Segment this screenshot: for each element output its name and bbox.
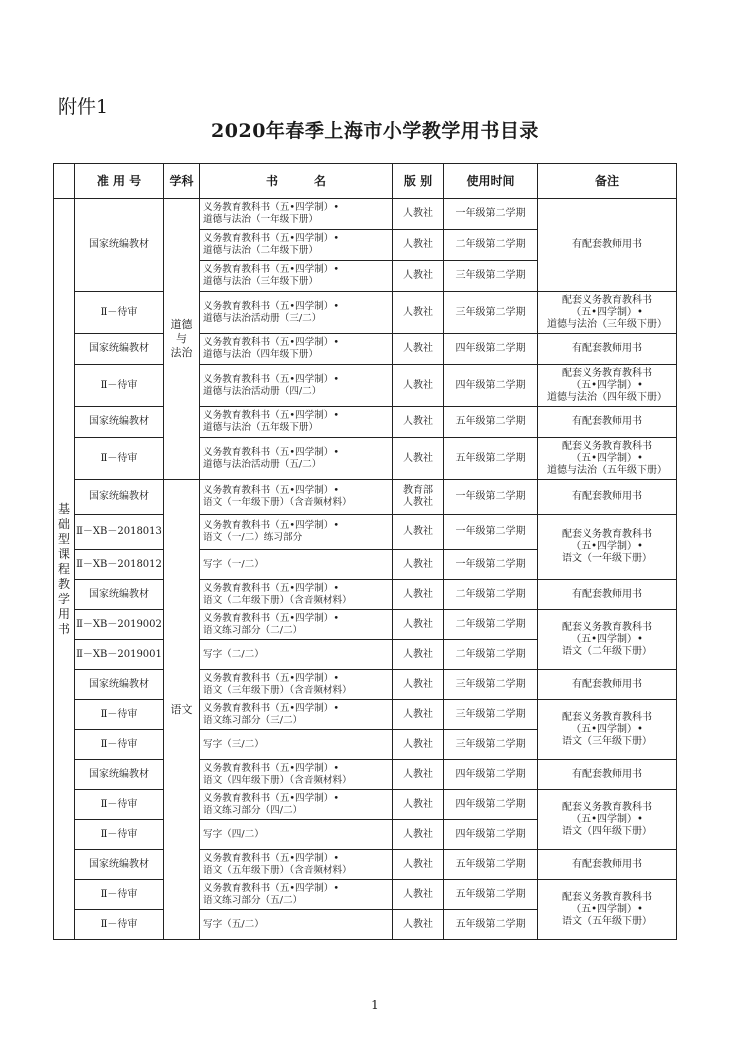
code-cell: Ⅱ－待审 bbox=[75, 790, 164, 820]
book-name-cell: 义务教育教科书（五•四学制）• 道德与法治活动册（五/二） bbox=[200, 438, 393, 480]
usage-time-cell: 三年级第二学期 bbox=[444, 261, 538, 292]
attachment-label: 附件1 bbox=[58, 96, 109, 118]
book-name-cell: 写字（二/二） bbox=[200, 640, 393, 670]
book-name-cell: 义务教育教科书（五•四学制）• 道德与法治（一年级下册） bbox=[200, 199, 393, 230]
table-row bbox=[54, 334, 677, 365]
book-name-cell: 义务教育教科书（五•四学制）• 语文练习部分（二/二） bbox=[200, 610, 393, 640]
usage-time-cell: 五年级第二学期 bbox=[444, 438, 538, 480]
usage-time-cell: 一年级第二学期 bbox=[444, 480, 538, 515]
usage-time-cell: 五年级第二学期 bbox=[444, 407, 538, 438]
catalog-table bbox=[53, 163, 677, 940]
publisher-cell: 人教社 bbox=[393, 700, 444, 730]
usage-time-cell: 五年级第二学期 bbox=[444, 850, 538, 880]
header-book-name: 书 名 bbox=[200, 164, 393, 199]
table-row bbox=[54, 199, 677, 230]
code-cell: 国家统编教材 bbox=[75, 670, 164, 700]
publisher-cell: 人教社 bbox=[393, 407, 444, 438]
table-header-row bbox=[54, 164, 677, 199]
header-time: 使用时间 bbox=[444, 164, 538, 199]
code-cell: 国家统编教材 bbox=[75, 480, 164, 515]
publisher-cell: 人教社 bbox=[393, 199, 444, 230]
table-row bbox=[54, 760, 677, 790]
header-blank bbox=[54, 164, 75, 199]
code-cell: 国家统编教材 bbox=[75, 850, 164, 880]
table-row bbox=[54, 407, 677, 438]
book-name-cell: 写字（三/二） bbox=[200, 730, 393, 760]
page-title: 2020年春季上海市小学教学用书目录 bbox=[211, 120, 539, 142]
note-cell: 配套义务教育教科书 （五•四学制）• 语文（三年级下册） bbox=[538, 700, 677, 760]
book-name-cell: 写字（五/二） bbox=[200, 910, 393, 940]
code-cell: Ⅱ－待审 bbox=[75, 820, 164, 850]
publisher-cell: 人教社 bbox=[393, 365, 444, 407]
subject-cell: 道德 与 法治 bbox=[164, 199, 200, 480]
table-row bbox=[54, 292, 677, 334]
publisher-cell: 人教社 bbox=[393, 640, 444, 670]
code-cell: 国家统编教材 bbox=[75, 407, 164, 438]
book-name-cell: 义务教育教科书（五•四学制）• 语文练习部分（五/二） bbox=[200, 880, 393, 910]
publisher-cell: 人教社 bbox=[393, 610, 444, 640]
publisher-cell: 人教社 bbox=[393, 438, 444, 480]
note-cell: 有配套教师用书 bbox=[538, 760, 677, 790]
usage-time-cell: 四年级第二学期 bbox=[444, 334, 538, 365]
book-name-cell: 义务教育教科书（五•四学制）• 语文练习部分（四/二） bbox=[200, 790, 393, 820]
table-row bbox=[54, 790, 677, 820]
table-row bbox=[54, 670, 677, 700]
subject-cell: 语文 bbox=[164, 480, 200, 940]
usage-time-cell: 二年级第二学期 bbox=[444, 580, 538, 610]
code-cell: 国家统编教材 bbox=[75, 760, 164, 790]
book-name-cell: 写字（四/二） bbox=[200, 820, 393, 850]
note-cell: 有配套教师用书 bbox=[538, 850, 677, 880]
code-cell: Ⅱ－待审 bbox=[75, 438, 164, 480]
usage-time-cell: 三年级第二学期 bbox=[444, 730, 538, 760]
usage-time-cell: 二年级第二学期 bbox=[444, 230, 538, 261]
publisher-cell: 人教社 bbox=[393, 515, 444, 550]
usage-time-cell: 四年级第二学期 bbox=[444, 760, 538, 790]
publisher-cell: 人教社 bbox=[393, 334, 444, 365]
header-code: 准 用 号 bbox=[75, 164, 164, 199]
code-cell: Ⅱ－待审 bbox=[75, 880, 164, 910]
usage-time-cell: 四年级第二学期 bbox=[444, 820, 538, 850]
code-cell: Ⅱ－待审 bbox=[75, 700, 164, 730]
note-cell: 配套义务教育教科书 （五•四学制）• 道德与法治（四年级下册） bbox=[538, 365, 677, 407]
usage-time-cell: 三年级第二学期 bbox=[444, 292, 538, 334]
publisher-cell: 人教社 bbox=[393, 850, 444, 880]
usage-time-cell: 一年级第二学期 bbox=[444, 199, 538, 230]
code-cell: Ⅱ－XB－2018013 bbox=[75, 515, 164, 550]
code-cell: Ⅱ－待审 bbox=[75, 365, 164, 407]
page-number: 1 bbox=[371, 998, 379, 1012]
code-cell: 国家统编教材 bbox=[75, 334, 164, 365]
book-name-cell: 义务教育教科书（五•四学制）• 语文（五年级下册）（含音频材料） bbox=[200, 850, 393, 880]
table-row bbox=[54, 365, 677, 407]
table-row bbox=[54, 580, 677, 610]
publisher-cell: 人教社 bbox=[393, 880, 444, 910]
book-name-cell: 义务教育教科书（五•四学制）• 语文（一年级下册）（含音频材料） bbox=[200, 480, 393, 515]
book-name-cell: 义务教育教科书（五•四学制）• 道德与法治活动册（三/二） bbox=[200, 292, 393, 334]
publisher-cell: 人教社 bbox=[393, 670, 444, 700]
code-cell: Ⅱ－XB－2019001 bbox=[75, 640, 164, 670]
book-name-cell: 义务教育教科书（五•四学制）• 语文（四年级下册）（含音频材料） bbox=[200, 760, 393, 790]
table-row bbox=[54, 480, 677, 515]
note-cell: 配套义务教育教科书 （五•四学制）• 道德与法治（五年级下册） bbox=[538, 438, 677, 480]
book-name-cell: 义务教育教科书（五•四学制）• 道德与法治（二年级下册） bbox=[200, 230, 393, 261]
code-cell: Ⅱ－待审 bbox=[75, 910, 164, 940]
header-publisher: 版 别 bbox=[393, 164, 444, 199]
table-row bbox=[54, 610, 677, 640]
table-row bbox=[54, 700, 677, 730]
note-cell: 有配套教师用书 bbox=[538, 480, 677, 515]
publisher-cell: 人教社 bbox=[393, 292, 444, 334]
note-cell: 有配套教师用书 bbox=[538, 199, 677, 292]
note-cell: 配套义务教育教科书 （五•四学制）• 道德与法治（三年级下册） bbox=[538, 292, 677, 334]
publisher-cell: 人教社 bbox=[393, 730, 444, 760]
book-name-cell: 义务教育教科书（五•四学制）• 道德与法治（五年级下册） bbox=[200, 407, 393, 438]
publisher-cell: 教育部 人教社 bbox=[393, 480, 444, 515]
category-label: 基础型课程教学用书 bbox=[57, 501, 70, 636]
note-cell: 有配套教师用书 bbox=[538, 407, 677, 438]
code-cell: Ⅱ－待审 bbox=[75, 730, 164, 760]
publisher-cell: 人教社 bbox=[393, 760, 444, 790]
note-cell: 有配套教师用书 bbox=[538, 670, 677, 700]
usage-time-cell: 五年级第二学期 bbox=[444, 880, 538, 910]
book-name-cell: 义务教育教科书（五•四学制）• 道德与法治（四年级下册） bbox=[200, 334, 393, 365]
usage-time-cell: 四年级第二学期 bbox=[444, 790, 538, 820]
publisher-cell: 人教社 bbox=[393, 261, 444, 292]
note-cell: 配套义务教育教科书 （五•四学制）• 语文（五年级下册） bbox=[538, 880, 677, 940]
note-cell: 有配套教师用书 bbox=[538, 334, 677, 365]
usage-time-cell: 三年级第二学期 bbox=[444, 670, 538, 700]
header-subject: 学科 bbox=[164, 164, 200, 199]
publisher-cell: 人教社 bbox=[393, 820, 444, 850]
note-cell: 配套义务教育教科书 （五•四学制）• 语文（四年级下册） bbox=[538, 790, 677, 850]
table-row bbox=[54, 850, 677, 880]
table-row bbox=[54, 515, 677, 550]
table-row bbox=[54, 880, 677, 910]
publisher-cell: 人教社 bbox=[393, 790, 444, 820]
book-name-cell: 写字（一/二） bbox=[200, 550, 393, 580]
category-cell bbox=[54, 199, 75, 940]
code-cell: Ⅱ－XB－2018012 bbox=[75, 550, 164, 580]
usage-time-cell: 四年级第二学期 bbox=[444, 365, 538, 407]
code-cell: Ⅱ－待审 bbox=[75, 292, 164, 334]
note-cell: 有配套教师用书 bbox=[538, 580, 677, 610]
usage-time-cell: 一年级第二学期 bbox=[444, 550, 538, 580]
header-note: 备注 bbox=[538, 164, 677, 199]
publisher-cell: 人教社 bbox=[393, 580, 444, 610]
usage-time-cell: 二年级第二学期 bbox=[444, 610, 538, 640]
book-name-cell: 义务教育教科书（五•四学制）• 语文（一/二）练习部分 bbox=[200, 515, 393, 550]
table-row bbox=[54, 438, 677, 480]
code-cell: 国家统编教材 bbox=[75, 580, 164, 610]
code-cell: 国家统编教材 bbox=[75, 199, 164, 292]
usage-time-cell: 五年级第二学期 bbox=[444, 910, 538, 940]
usage-time-cell: 一年级第二学期 bbox=[444, 515, 538, 550]
book-name-cell: 义务教育教科书（五•四学制）• 语文（二年级下册）（含音频材料） bbox=[200, 580, 393, 610]
book-name-cell: 义务教育教科书（五•四学制）• 语文（三年级下册）（含音频材料） bbox=[200, 670, 393, 700]
publisher-cell: 人教社 bbox=[393, 550, 444, 580]
publisher-cell: 人教社 bbox=[393, 910, 444, 940]
usage-time-cell: 三年级第二学期 bbox=[444, 700, 538, 730]
book-name-cell: 义务教育教科书（五•四学制）• 道德与法治活动册（四/二） bbox=[200, 365, 393, 407]
note-cell: 配套义务教育教科书 （五•四学制）• 语文（二年级下册） bbox=[538, 610, 677, 670]
usage-time-cell: 二年级第二学期 bbox=[444, 640, 538, 670]
note-cell: 配套义务教育教科书 （五•四学制）• 语文（一年级下册） bbox=[538, 515, 677, 580]
book-name-cell: 义务教育教科书（五•四学制）• 语文练习部分（三/二） bbox=[200, 700, 393, 730]
publisher-cell: 人教社 bbox=[393, 230, 444, 261]
book-name-cell: 义务教育教科书（五•四学制）• 道德与法治（三年级下册） bbox=[200, 261, 393, 292]
code-cell: Ⅱ－XB－2019002 bbox=[75, 610, 164, 640]
